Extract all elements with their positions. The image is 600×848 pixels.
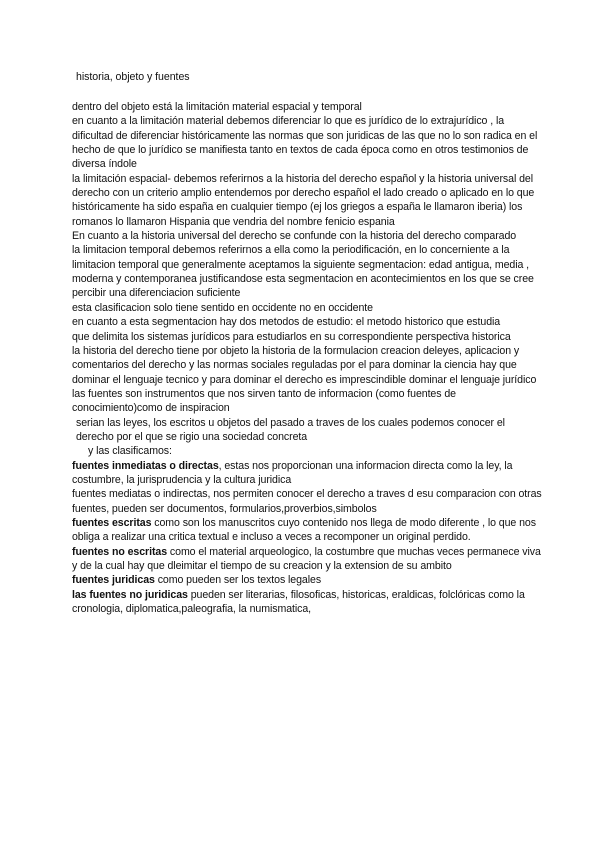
document-body [72, 100, 542, 616]
source-description: como son los manuscritos cuyo contenido nos llega de modo diferente , lo que nos obliga a realizar una critica textual e incluso a veces a recomponer un original perdido. [72, 516, 536, 544]
source-description: como pueden ser los textos legales [154, 574, 322, 587]
source-description: pueden ser literarias, filosoficas, historicas, eraldicas, folclóricas como la cronologia, diplomatica,paleografia, la numismatica, [72, 588, 525, 616]
paragraph: serian las leyes, los escritos u objetos del pasado a traves de los cuales podemos conocer el derecho por el que se rigio una sociedad concreta [76, 416, 505, 443]
paragraph: que delimita los sistemas jurídicos para estudiarlos en su correspondiente perspectiva historica [72, 330, 511, 343]
document-title: historia, objeto y fuentes [76, 71, 190, 83]
paragraph: la historia del derecho tiene por objeto la historia de la formulacion creacion deleyes, aplicacion y comentarios del derecho y las normas sociales reguladas por el para dominar la ciencia hay que dominar el lenguaje tecnico y para dominar el derecho es imprescindible dominar el lenguaje jurídico [72, 344, 537, 386]
source-term: fuentes juridicas [72, 574, 155, 587]
paragraph: esta clasificacion solo tiene sentido en occidente no en occidente [72, 301, 373, 314]
source-item [72, 487, 542, 516]
paragraph: en cuanto a la limitación material debemos diferenciar lo que es jurídico de lo extrajurídico , la dificultad de diferenciar históricamente las normas que son juridicas de las que no lo son radica en el hecho de que lo jurídico se manifiesta tanto en textos de cada época como en otros testimonios de diversa índole [72, 115, 538, 171]
source-description: , estas nos proporcionan una informacion directa como la ley, la costumbre, la jurisprudencia y la cultura juridica [72, 459, 513, 486]
paragraph: las fuentes son instrumentos que nos sirven tanto de informacion (como fuentes de conocimiento)como de inspiracion [72, 387, 456, 415]
source-description: fuentes mediatas o indirectas, nos permiten conocer el derecho a traves d esu comparacion con otras fuentes, pueden ser documentos, formularios,proverbios,simbolos [72, 488, 542, 515]
source-item [72, 459, 542, 488]
paragraph: En cuanto a la historia universal del derecho se confunde con la historia del derecho comparado [72, 230, 517, 243]
source-term: fuentes escritas [72, 516, 152, 529]
source-item [72, 573, 542, 587]
source-item [72, 588, 542, 617]
paragraph: en cuanto a esta segmentacion hay dos metodos de estudio: el metodo historico que estudia [72, 316, 501, 329]
source-term: las fuentes no juridicas [72, 588, 188, 601]
paragraph: y las clasificamos: [88, 445, 172, 458]
source-description: como el material arqueologico, la costumbre que muchas veces permanece viva y de la cual hay que dleimitar el tiempo de su creacion y la extension de su ambito [72, 545, 541, 572]
source-term: fuentes no escritas [72, 545, 168, 558]
paragraph: la limitación espacial- debemos referirnos a la historia del derecho español y la historia universal del derecho con un criterio amplio entendemos por derecho español el lado creado o aplicado en lo que históricamente ha sido españa en cualquier tiempo (ej los griegos a españa le llamaron iberia) los romanos lo llamaron Hispania que vendria del nombre fenicio espania [72, 172, 535, 228]
source-item [72, 516, 542, 545]
paragraph: dentro del objeto está la limitación material espacial y temporal [72, 101, 362, 113]
paragraph: la limitacion temporal debemos referirnos a ella como la periodificación, en lo concerniente a la limitacion temporal que generalmente aceptamos la siguiente segmentacion: edad antigua, media , moderna y contemporanea justificandose esta segmentacion en acontecimientos en los que se cree percibir una diferenciacion suficiente [72, 244, 534, 300]
source-item [72, 545, 542, 574]
source-term: fuentes inmediatas o directas [72, 459, 219, 472]
